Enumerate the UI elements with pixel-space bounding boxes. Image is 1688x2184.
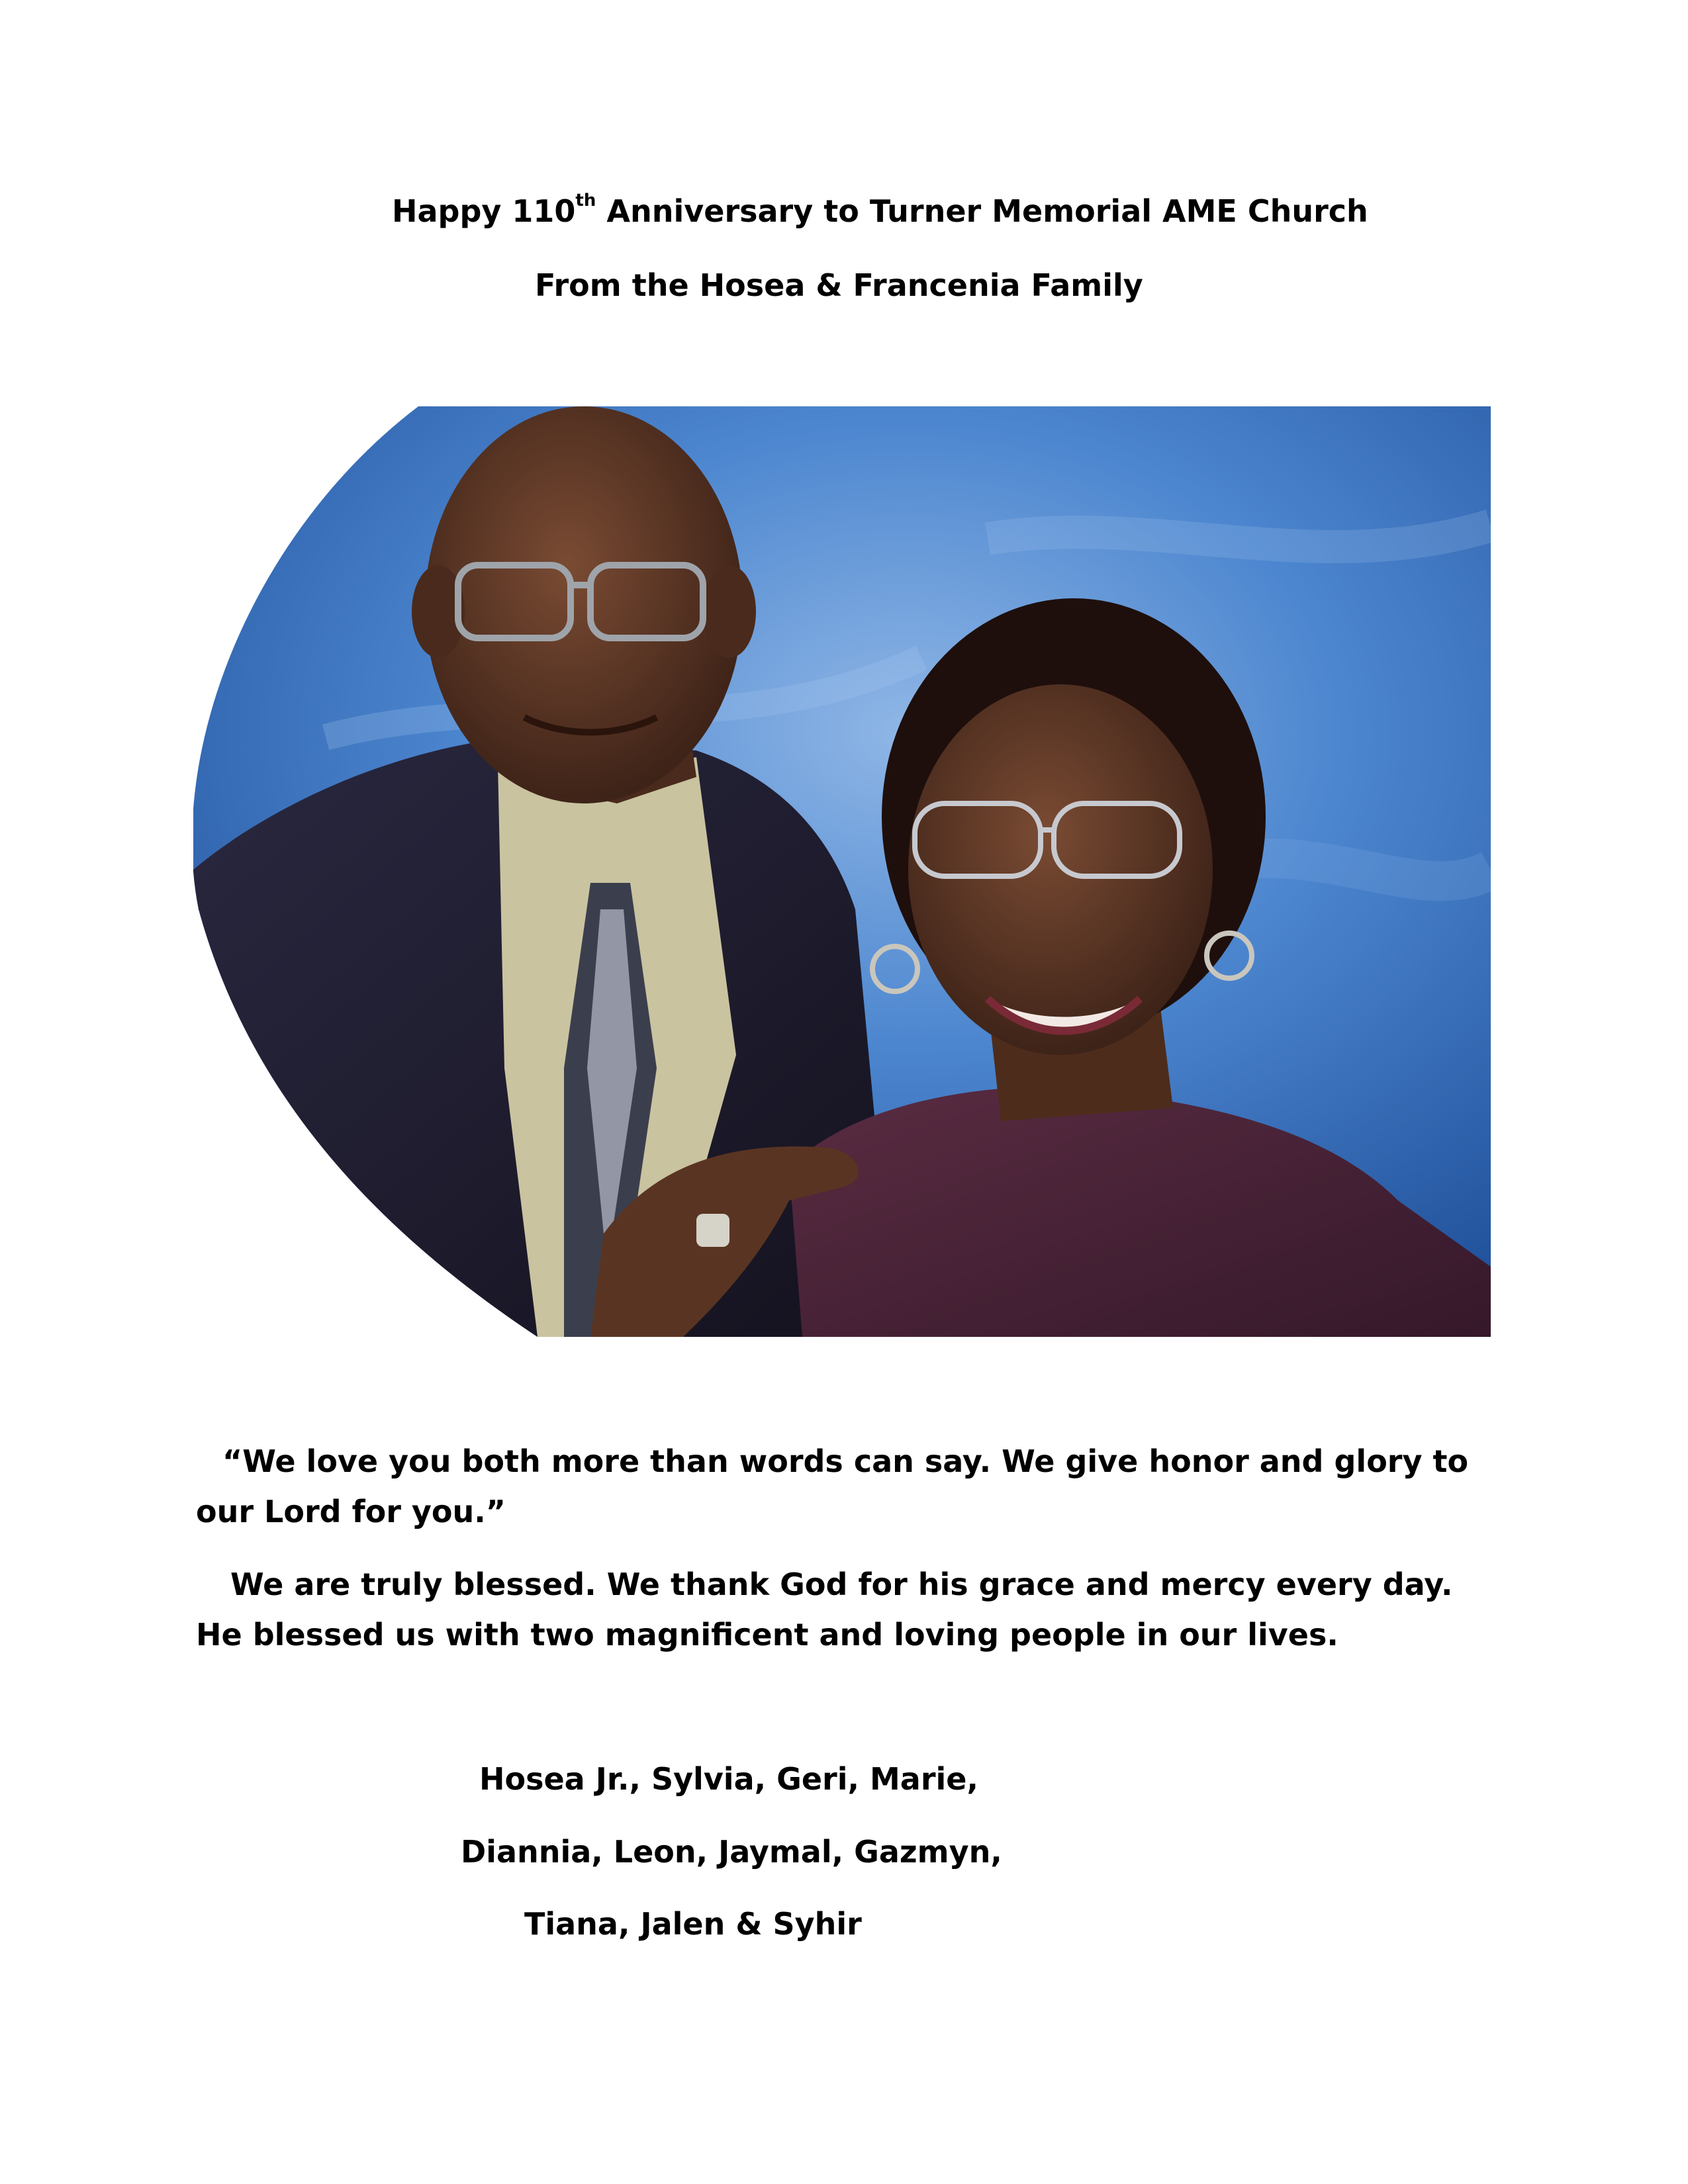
- title-text: Happy 110: [392, 193, 576, 229]
- signature-line-3: Tiana, Jalen & Syhir: [524, 1906, 862, 1942]
- title-text-rest: Anniversary to Turner Memorial AME Church: [596, 193, 1368, 229]
- couple-portrait-photo: [193, 406, 1491, 1337]
- signature-line-2: Diannia, Leon, Jaymal, Gazmyn,: [461, 1834, 1002, 1870]
- message-paragraph-1: [196, 1436, 1493, 1537]
- message-paragraph-2: [196, 1559, 1493, 1660]
- message-text-2: We are truly blessed. We thank God for his grace and mercy every day. He blessed us with two magnificent and loving people in our lives.: [196, 1567, 1453, 1653]
- message-text-1: “We love you both more than words can say. We give honor and glory to our Lord for you.”: [196, 1443, 1469, 1529]
- title-superscript: th: [575, 191, 596, 210]
- signature-line-1: Hosea Jr., Sylvia, Geri, Marie,: [479, 1761, 978, 1797]
- page-subtitle: From the Hosea & Francenia Family: [535, 267, 1143, 303]
- page-title: [392, 191, 1368, 229]
